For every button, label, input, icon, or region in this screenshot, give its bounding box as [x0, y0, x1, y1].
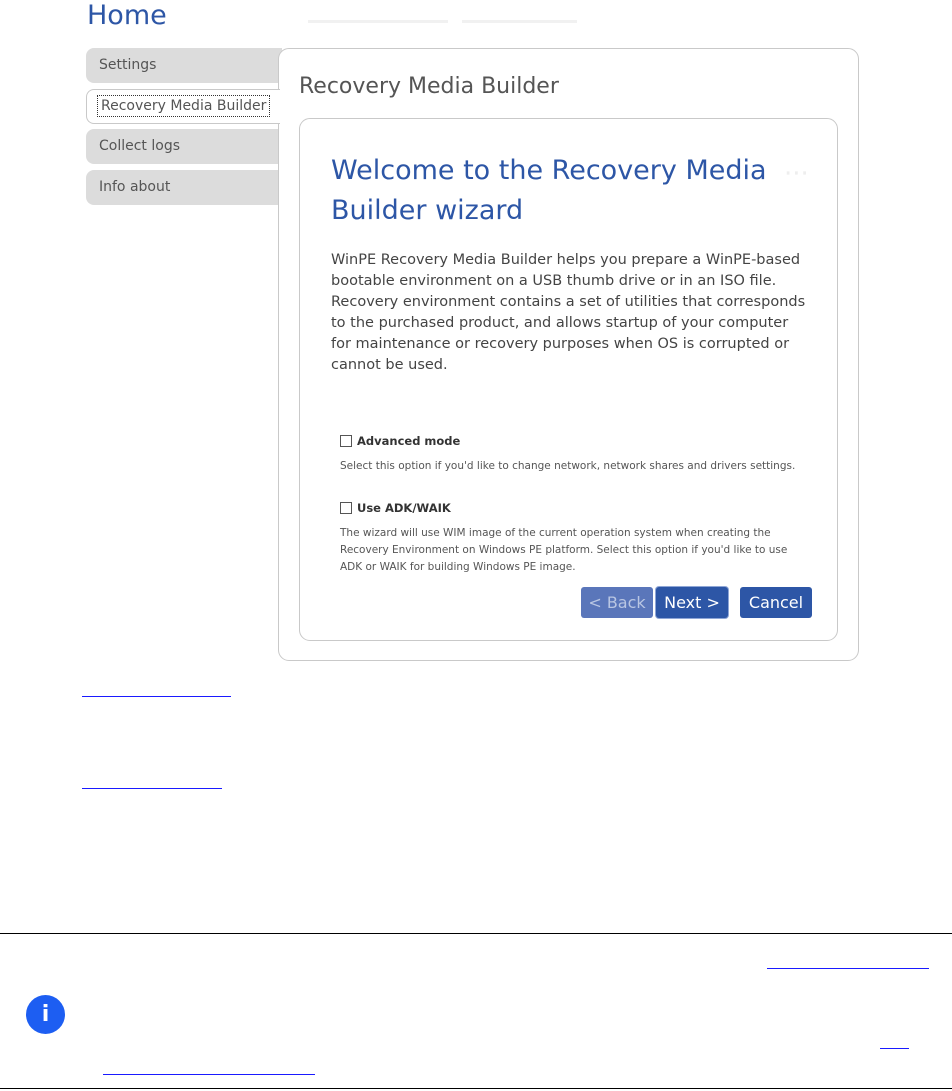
wizard-heading: [331, 151, 781, 231]
hyperlink-underline[interactable]: [880, 1048, 909, 1049]
nav-tab-label: Info about: [99, 179, 171, 195]
divider: [0, 1088, 952, 1089]
nav-tab-label: Settings: [99, 57, 157, 73]
nav-tab-collect-logs[interactable]: [86, 129, 282, 164]
panel-title: Recovery Media Builder: [299, 74, 559, 99]
next-button[interactable]: Next >: [656, 587, 728, 618]
wizard-card: [299, 118, 838, 641]
wizard-heading-line: Welcome to the Recovery Media: [331, 155, 767, 186]
divider: [0, 933, 952, 934]
faint-decoration: [462, 20, 577, 23]
page-title: Home: [87, 0, 167, 31]
nav-tab-recovery-media-builder[interactable]: [86, 89, 280, 124]
option-label: Advanced mode: [357, 434, 461, 448]
nav-tab-info-about[interactable]: [86, 170, 282, 205]
advanced-mode-checkbox[interactable]: [340, 435, 352, 447]
advanced-mode-description: Select this option if you'd like to change network, network shares and drivers settings.: [340, 460, 796, 472]
hyperlink-underline[interactable]: [82, 788, 222, 789]
info-icon: i: [26, 995, 65, 1034]
back-button[interactable]: < Back: [581, 587, 653, 618]
cancel-button[interactable]: Cancel: [740, 587, 812, 618]
hyperlink-underline[interactable]: [767, 968, 929, 969]
faint-decoration: [308, 20, 448, 23]
nav-tab-label: Collect logs: [99, 138, 181, 154]
main-panel: [278, 48, 859, 661]
option-label: Use ADK/WAIK: [357, 501, 451, 515]
hyperlink-underline[interactable]: [82, 696, 231, 697]
use-adk-waik-option[interactable]: [340, 501, 451, 515]
nav-tab-label: Recovery Media Builder: [97, 95, 270, 117]
use-adk-waik-description: The wizard will use WIM image of the current operation system when creating the Recovery Environment on Windows PE platform. Select this option if you'd like to use ADK or WAIK for building Windows PE image.: [340, 527, 788, 573]
wizard-description: WinPE Recovery Media Builder helps you prepare a WinPE-based bootable environment on a USB thumb drive or in an ISO file. Recovery environment contains a set of utilities that corresponds to the purchased product, and allows startup of your computer for maintenance or recovery purposes when OS is corrupted or cannot be used.: [331, 252, 806, 373]
use-adk-waik-checkbox[interactable]: [340, 502, 352, 514]
wizard-heading-line: Builder wizard: [331, 195, 524, 226]
nav-tab-settings[interactable]: [86, 48, 282, 83]
advanced-mode-option[interactable]: [340, 434, 460, 448]
ghost-text: ⋅⋅⋅: [784, 159, 809, 189]
hyperlink-underline[interactable]: [103, 1074, 315, 1075]
